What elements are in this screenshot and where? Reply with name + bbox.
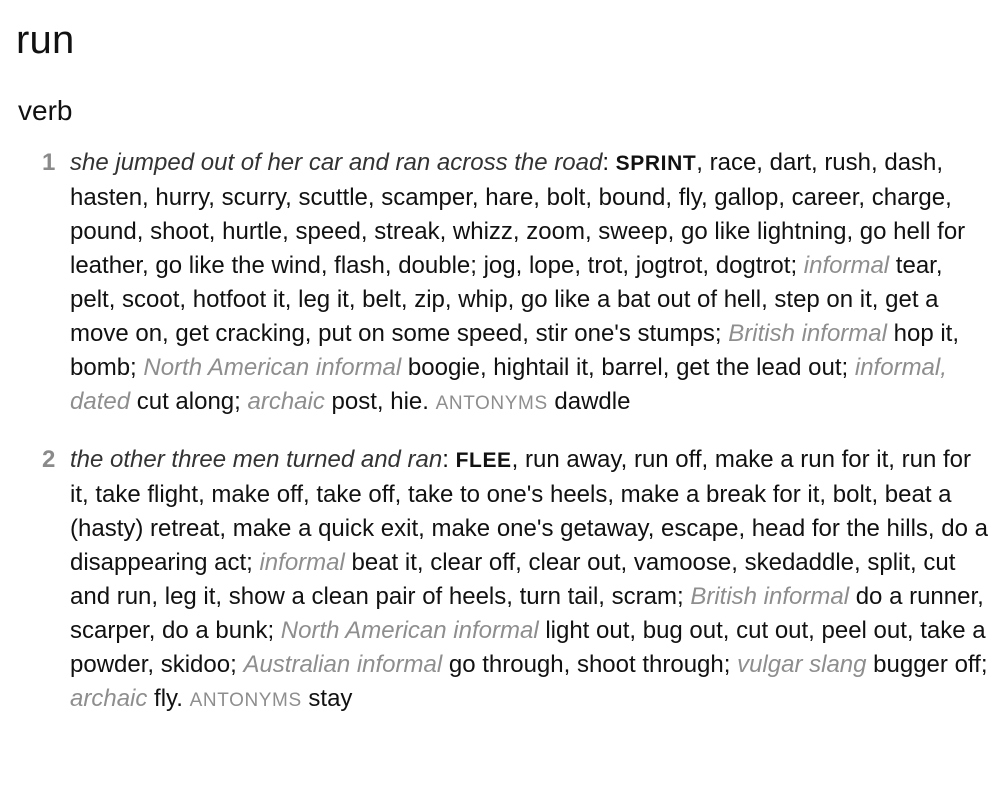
register-label: North American informal bbox=[143, 354, 402, 381]
sense-number: 1 bbox=[42, 149, 56, 176]
sense-body bbox=[70, 446, 988, 712]
example-sentence: the other three men turned and ran bbox=[70, 446, 443, 473]
synonym-text: dawdle bbox=[547, 388, 631, 415]
core-synonym: SPRINT bbox=[615, 152, 697, 175]
synonym-text: : bbox=[602, 149, 616, 176]
register-label: British informal bbox=[728, 320, 887, 347]
synonym-text: bugger off; bbox=[866, 651, 988, 678]
synonym-text: , run away, run off, make a run for it, run for it, take flight, make off, take off, take to one's heels, make a break for it, bolt, beat a (hasty) retreat, make a quick exit, make one's getaway, escape, head for the hills, do a disappearing act; bbox=[70, 446, 988, 576]
register-label: archaic bbox=[70, 685, 148, 712]
register-label: Australian informal bbox=[243, 651, 443, 678]
register-label: informal bbox=[259, 549, 345, 576]
register-label: British informal bbox=[690, 583, 850, 610]
register-label: archaic bbox=[247, 388, 325, 415]
sense-number: 2 bbox=[42, 446, 56, 473]
synonym-text: fly. bbox=[147, 685, 190, 712]
antonyms-label: ANTONYMS bbox=[435, 393, 548, 414]
synonym-text: boogie, hightail it, barrel, get the lead out; bbox=[401, 354, 855, 381]
synonym-text: go through, shoot through; bbox=[442, 651, 738, 678]
synonym-text: , race, dart, rush, dash, hasten, hurry, scurry, scuttle, scamper, hare, bolt, bound, fly, gallop, career, charge, pound, shoot, hurtle, speed, streak, whizz, zoom, sweep, go like lightning, go hell for leather, go like the wind, flash, double; jog, lope, trot, jogtrot, dogtrot; bbox=[70, 149, 966, 279]
synonym-text: : bbox=[442, 446, 456, 473]
register-label: North American informal bbox=[280, 617, 539, 644]
sense-list bbox=[42, 146, 992, 740]
synonym-text: light out, bug out, cut out, peel out, take a powder, skidoo; bbox=[70, 617, 986, 678]
register-label: informal bbox=[803, 252, 890, 279]
synonym-text: hop it, bomb; bbox=[70, 320, 960, 381]
sense-1 bbox=[42, 146, 992, 421]
register-label: informal, dated bbox=[70, 354, 947, 415]
antonyms-label: ANTONYMS bbox=[189, 690, 302, 711]
register-label: vulgar slang bbox=[737, 651, 867, 678]
headword: run bbox=[16, 18, 75, 62]
synonym-text: beat it, clear off, clear out, vamoose, skedaddle, split, cut and run, leg it, show a clean pair of heels, turn tail, scram; bbox=[70, 549, 956, 610]
synonym-text: post, hie. bbox=[324, 388, 436, 415]
part-of-speech: verb bbox=[18, 95, 73, 126]
synonym-text: stay bbox=[301, 685, 353, 712]
example-sentence: she jumped out of her car and ran across the road bbox=[70, 149, 603, 176]
core-synonym: FLEE bbox=[455, 449, 512, 472]
synonym-text: do a runner, scarper, do a bunk; bbox=[70, 583, 984, 644]
sense-body bbox=[70, 149, 965, 415]
synonym-text: cut along; bbox=[130, 388, 248, 415]
sense-2 bbox=[42, 443, 992, 718]
synonym-text: tear, pelt, scoot, hotfoot it, leg it, belt, zip, whip, go like a bat out of hell, step on it, get a move on, get cracking, put on some speed, stir one's stumps; bbox=[70, 252, 943, 347]
